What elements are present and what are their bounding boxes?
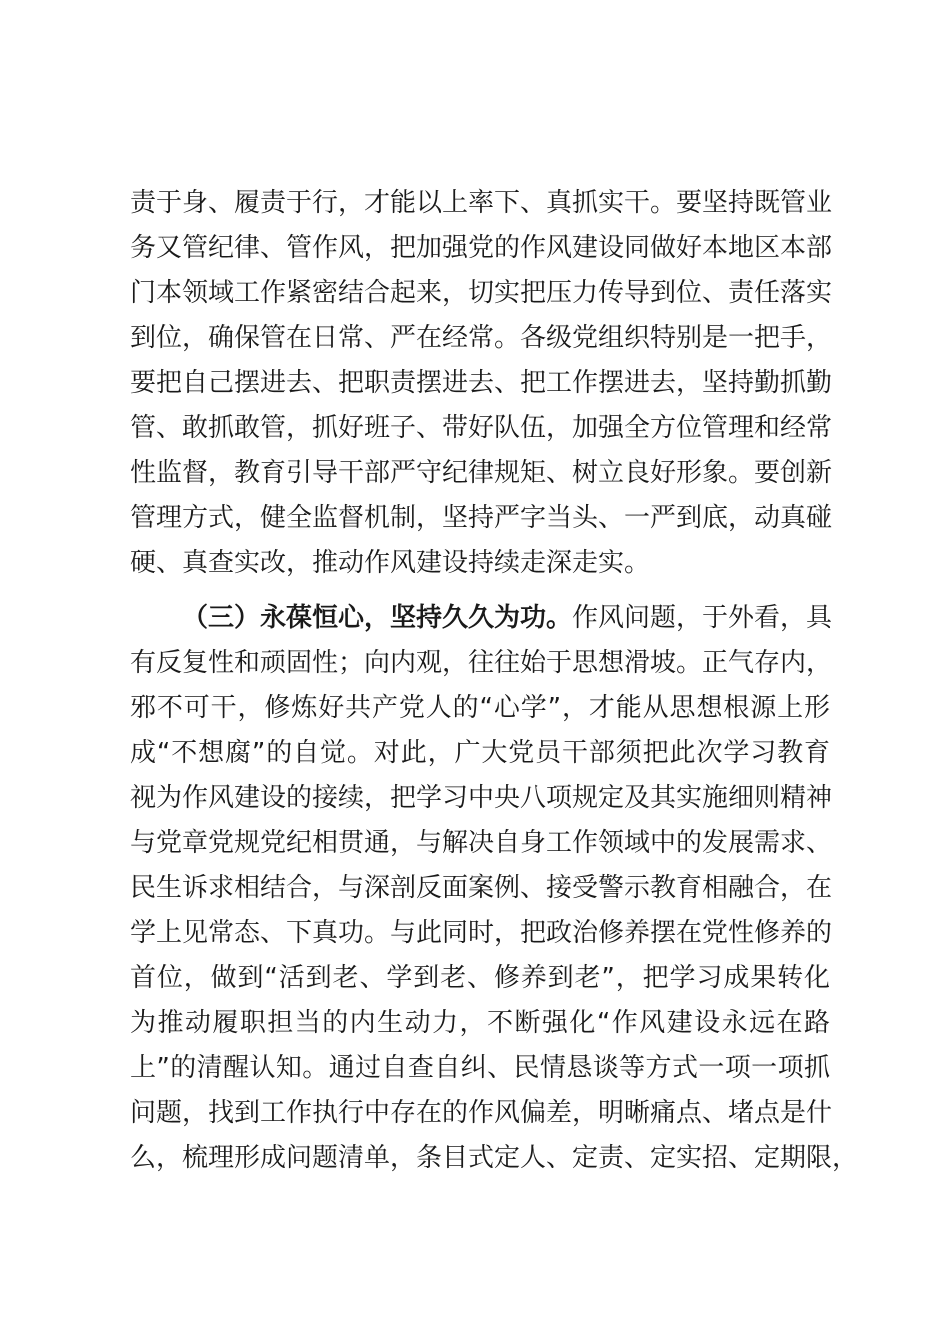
text-line: 要把自己摆进去、把职责摆进去、把工作摆进去，坚持勤抓勤 [130, 368, 833, 398]
paragraph-first-line [182, 597, 833, 639]
text-line: 为推动履职担当的内生动力，不断强化“作风建设永远在路 [130, 1008, 830, 1038]
text-line: 上”的清醒认知。通过自查自纠、民情恳谈等方式一项一项抓 [130, 1053, 830, 1083]
text-line: 到位，确保管在日常、严在经常。各级党组织特别是一把手， [130, 323, 833, 353]
text-line: 务又管纪律、管作风，把加强党的作风建设同做好本地区本部 [130, 233, 833, 263]
text-line: 么，梳理形成问题清单，条目式定人、定责、定实招、定期限， [130, 1143, 859, 1173]
text-span: 作风问题，于外看，具 [572, 603, 833, 633]
text-line: 邪不可干，修炼好共产党人的“心学”，才能从思想根源上形 [130, 693, 830, 723]
text-line: 民生诉求相结合，与深剖反面案例、接受警示教育相融合，在 [130, 873, 833, 903]
text-line: 首位，做到“活到老、学到老、修养到老”，把学习成果转化 [130, 963, 830, 993]
text-line: 视为作风建设的接续，把学习中央八项规定及其实施细则精神 [130, 783, 833, 813]
text-line: 性监督，教育引导干部严守纪律规矩、树立良好形象。要创新 [130, 458, 833, 488]
text-line: 硬、真查实改，推动作风建设持续走深走实。 [130, 548, 651, 578]
text-line: 管、敢抓敢管，抓好班子、带好队伍，加强全方位管理和经常 [130, 413, 833, 443]
text-line: 学上见常态、下真功。与此同时，把政治修养摆在党性修养的 [130, 918, 833, 948]
text-line: 与党章党规党纪相贯通，与解决自身工作领域中的发展需求、 [130, 828, 833, 858]
text-line: 管理方式，健全监督机制，坚持严字当头、一严到底，动真碰 [130, 503, 833, 533]
text-line: 成“不想腐”的自觉。对此，广大党员干部须把此次学习教育 [130, 738, 830, 768]
text-line: 有反复性和顽固性；向内观，往往始于思想滑坡。正气存内， [130, 648, 833, 678]
text-line: 门本领域工作紧密结合起来，切实把压力传导到位、责任落实 [130, 278, 833, 308]
text-line: 问题，找到工作执行中存在的作风偏差，明晰痛点、堵点是什 [130, 1098, 833, 1128]
text-line: 责于身、履责于行，才能以上率下、真抓实干。要坚持既管业 [130, 188, 833, 218]
section-heading: （三）永葆恒心，坚持久久为功。 [182, 603, 573, 633]
